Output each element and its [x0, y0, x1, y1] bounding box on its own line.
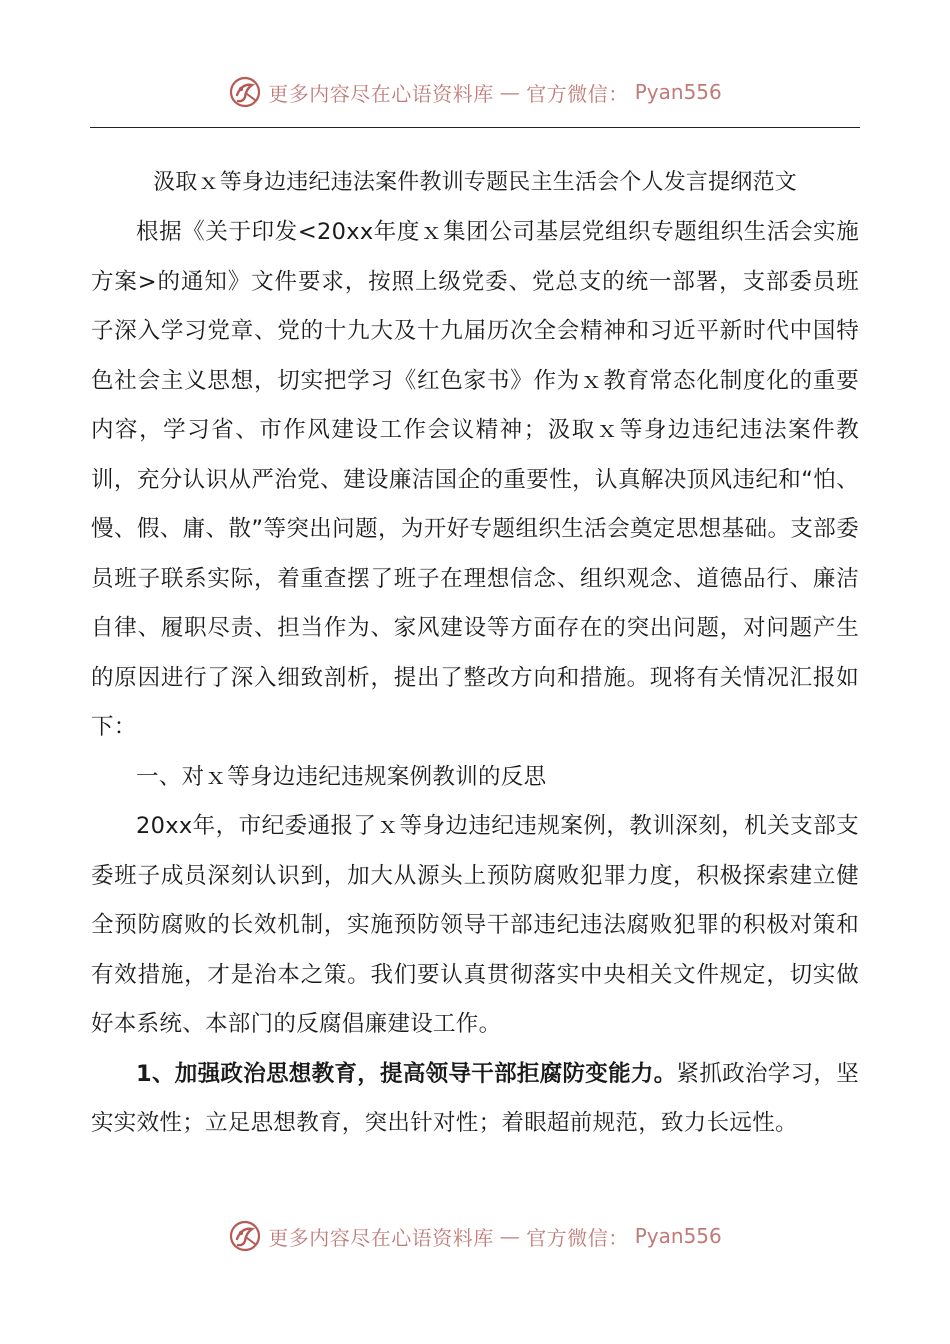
- watermark-site-text: 更多内容尽在心语资料库: [268, 81, 494, 106]
- footer-watermark-wechat-id: Pyan556: [634, 1224, 722, 1248]
- section1-paragraph: 20xx年，市纪委通报了ｘ等身边违纪违规案例，教训深刻，机关支部支委班子成员深刻认识到，加大从源头上预防腐败犯罪力度，积极探索建立健全预防腐败的长效机制，实施预防领导干部违纪违法腐败犯罪的积极对策和有效措施，才是治本之策。我们要认真贯彻落实中央相关文件规定，切实做好本系统、本部门的反腐倡廉建设工作。: [91, 813, 859, 1037]
- watermark-separator: —: [499, 80, 521, 104]
- watermark-brand: [228, 75, 722, 109]
- section1-heading: 一、对ｘ等身边违纪违规案例教训的反思: [136, 763, 547, 790]
- header-divider: [90, 127, 860, 128]
- page-footer-watermark: [0, 1214, 950, 1258]
- footer-watermark-separator: —: [499, 1224, 521, 1248]
- footer-brand-logo-icon: [228, 1219, 262, 1253]
- page-header-watermark: [0, 70, 950, 114]
- watermark-wechat-id: Pyan556: [634, 80, 722, 104]
- watermark-wechat-label: 官方微信：: [526, 81, 629, 106]
- footer-watermark-brand: [228, 1219, 722, 1253]
- point1-paragraph: [91, 1050, 859, 1149]
- document-body: [91, 158, 859, 1149]
- document-title: 汲取ｘ等身边违纪违法案件教训专题民主生活会个人发言提纲范文: [153, 170, 797, 195]
- brand-logo-icon: [228, 75, 262, 109]
- footer-watermark-site-text: 更多内容尽在心语资料库: [268, 1225, 494, 1250]
- point1-heading: 1、加强政治思想教育，提高领导干部拒腐防变能力。: [136, 1060, 677, 1087]
- point1-text: 紧抓政治学习，坚实实效性；立足思想教育，突出针对性；着眼超前规范，致力长远性。: [91, 1060, 860, 1136]
- footer-watermark-wechat-label: 官方微信：: [526, 1225, 629, 1250]
- intro-paragraph: 根据《关于印发<20xx年度ｘ集团公司基层党组织专题组织生活会实施方案>的通知》文件要求，按照上级党委、党总支的统一部署，支部委员班子深入学习党章、党的十九大及十九届历次全会精神和习近平新时代中国特色社会主义思想，切实把学习《红色家书》作为ｘ教育常态化制度化的重要内容，学习省、市作风建设工作会议精神；汲取ｘ等身边违纪违法案件教训，充分认识从严治党、建设廉洁国企的重要性，认真解决顶风违纪和“怕、慢、假、庸、散”等突出问题，为开好专题组织生活会奠定思想基础。支部委员班子联系实际，着重查摆了班子在理想信念、组织观念、道德品行、廉洁自律、履职尽责、担当作为、家风建设等方面存在的突出问题，对问题产生的原因进行了深入细致剖析，提出了整改方向和措施。现将有关情况汇报如下：: [91, 219, 859, 740]
